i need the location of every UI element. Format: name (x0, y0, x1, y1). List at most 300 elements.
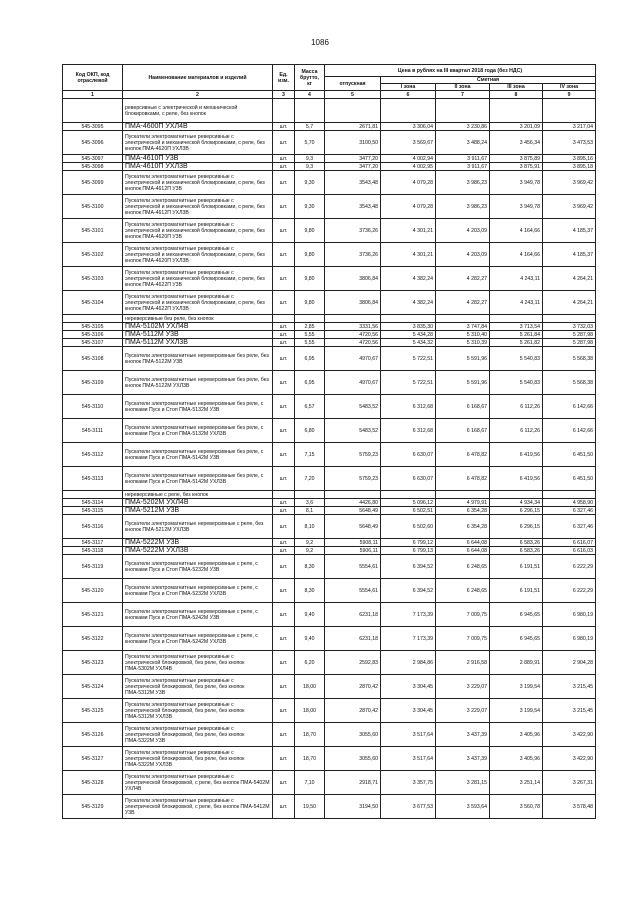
header-zone-1: I зона (381, 84, 436, 91)
table-row (63, 267, 596, 291)
zone-2-price: 7 009,75 (436, 627, 490, 651)
table-row (63, 131, 596, 155)
release-price: 3736,26 (325, 219, 381, 243)
item-code: 545-3112 (63, 443, 123, 467)
item-mass: 5,55 (295, 339, 325, 347)
zone-2-price: 3 911,67 (436, 163, 490, 171)
zone-3-price: 6 583,26 (490, 547, 543, 555)
empty-cell (381, 99, 436, 123)
zone-1-price: 2 984,86 (381, 651, 436, 675)
item-unit: шт. (273, 443, 295, 467)
zone-3-price: 3 405,96 (490, 723, 543, 747)
table-body (63, 99, 596, 819)
release-price: 3806,84 (325, 291, 381, 315)
item-name: Пускатели электромагнитные реверсивные с электрической и механической блокировками, с реле, без кнопок ПМА-4622П У3В (123, 267, 273, 291)
item-unit: шт. (273, 627, 295, 651)
item-unit: шт. (273, 515, 295, 539)
section-note-row (63, 99, 596, 123)
item-mass: 5,7 (295, 123, 325, 131)
item-code: 545-3095 (63, 123, 123, 131)
item-unit: шт. (273, 651, 295, 675)
header-name: Наименование материалов и изделий (123, 65, 273, 91)
release-price: 5554,61 (325, 579, 381, 603)
item-code: 545-3101 (63, 219, 123, 243)
item-unit: шт. (273, 771, 295, 795)
section-note: нереверсивные с реле, без кнопок (123, 491, 273, 499)
item-unit: шт. (273, 347, 295, 371)
item-code: 545-3129 (63, 795, 123, 819)
empty-cell (63, 491, 123, 499)
zone-4-price: 4 958,90 (543, 499, 596, 507)
zone-1-price: 6 630,07 (381, 467, 436, 491)
item-mass: 9,80 (295, 243, 325, 267)
zone-2-price: 6 248,65 (436, 579, 490, 603)
item-mass: 18,70 (295, 747, 325, 771)
zone-3-price: 5 540,83 (490, 347, 543, 371)
release-price: 3543,48 (325, 171, 381, 195)
table-row (63, 467, 596, 491)
zone-1-price: 5 096,12 (381, 499, 436, 507)
empty-cell (490, 99, 543, 123)
zone-3-price: 4 934,34 (490, 499, 543, 507)
zone-1-price: 3 517,64 (381, 723, 436, 747)
item-code: 545-3105 (63, 323, 123, 331)
zone-3-price: 6 296,15 (490, 515, 543, 539)
item-mass: 8,30 (295, 555, 325, 579)
item-code: 545-3118 (63, 547, 123, 555)
empty-cell (490, 315, 543, 323)
zone-2-price: 6 354,28 (436, 507, 490, 515)
release-price: 2592,83 (325, 651, 381, 675)
release-price: 3194,50 (325, 795, 381, 819)
release-price: 5759,23 (325, 443, 381, 467)
empty-cell (381, 491, 436, 499)
zone-1-price: 3 835,30 (381, 323, 436, 331)
release-price: 3055,60 (325, 747, 381, 771)
release-price: 6231,18 (325, 603, 381, 627)
item-code: 545-3119 (63, 555, 123, 579)
release-price: 3477,20 (325, 155, 381, 163)
table-row (63, 347, 596, 371)
zone-2-price: 5 310,39 (436, 339, 490, 347)
release-price: 6231,18 (325, 627, 381, 651)
zone-2-price: 4 979,91 (436, 499, 490, 507)
item-mass: 9,40 (295, 603, 325, 627)
item-name: Пускатели электромагнитные реверсивные с электрической и механической блокировками, с реле, без кнопок ПМА-4620П У3В (123, 219, 273, 243)
zone-1-price: 7 173,39 (381, 627, 436, 651)
zone-1-price: 7 173,39 (381, 603, 436, 627)
item-code: 545-3120 (63, 579, 123, 603)
release-price: 4426,80 (325, 499, 381, 507)
item-name: ПМА-4600П УХЛ4В (123, 123, 273, 131)
item-unit: шт. (273, 131, 295, 155)
item-name: Пускатели электромагнитные нереверсивные с реле, без кнопок ПМА-5212М УХЛ3В (123, 515, 273, 539)
item-code: 545-3124 (63, 675, 123, 699)
zone-3-price: 3 199,54 (490, 699, 543, 723)
item-name: Пускатели электромагнитные нереверсивные с реле, с кнопками Пуск и Стоп ПМА-5232М УХЛ3В (123, 579, 273, 603)
zone-2-price: 3 986,23 (436, 195, 490, 219)
section-note: реверсивные с электрической и механической блокировками, с реле, без кнопок (123, 99, 273, 123)
item-mass: 9,80 (295, 267, 325, 291)
item-name: Пускатели электромагнитные реверсивные с электрической блокировкой, без реле, без кнопок ПМА-5312М УХЛ3В (123, 699, 273, 723)
zone-2-price: 4 282,27 (436, 291, 490, 315)
zone-4-price: 5 287,98 (543, 339, 596, 347)
zone-3-price: 3 456,34 (490, 131, 543, 155)
zone-3-price: 3 199,54 (490, 675, 543, 699)
table-row (63, 795, 596, 819)
zone-1-price: 3 569,67 (381, 131, 436, 155)
zone-3-price: 5 261,84 (490, 331, 543, 339)
header-unit: Ед. изм. (273, 65, 295, 91)
item-code: 545-3110 (63, 395, 123, 419)
section-note-row (63, 315, 596, 323)
item-code: 545-3125 (63, 699, 123, 723)
item-name: Пускатели электромагнитные реверсивные с электрической и механической блокировками, с реле, без кнопок ПМА-4620П УХЛ3В (123, 243, 273, 267)
release-price: 3543,48 (325, 195, 381, 219)
zone-4-price: 4 185,37 (543, 219, 596, 243)
item-unit: шт. (273, 507, 295, 515)
zone-4-price: 5 568,38 (543, 347, 596, 371)
zone-1-price: 3 517,64 (381, 747, 436, 771)
zone-4-price: 3 895,18 (543, 163, 596, 171)
item-unit: шт. (273, 395, 295, 419)
zone-4-price: 6 327,46 (543, 507, 596, 515)
item-name: Пускатели электромагнитные нереверсивные без реле, с кнопками Пуск и Стоп ПМА-5132М У3В (123, 395, 273, 419)
item-unit: шт. (273, 155, 295, 163)
table-row (63, 651, 596, 675)
zone-3-price: 4 164,66 (490, 219, 543, 243)
zone-1-price: 6 394,52 (381, 579, 436, 603)
column-index: 9 (543, 91, 596, 99)
item-code: 545-3123 (63, 651, 123, 675)
header-code: Код ОКП, код отраслевой (63, 65, 123, 91)
release-price: 4720,56 (325, 331, 381, 339)
item-unit: шт. (273, 339, 295, 347)
item-unit: шт. (273, 243, 295, 267)
item-mass: 2,85 (295, 323, 325, 331)
item-name: Пускатели электромагнитные реверсивные с электрической и механической блокировками, с реле, без кнопок ПМА-4612П У3В (123, 171, 273, 195)
item-name: Пускатели электромагнитные реверсивные с электрической и механической блокировками, с реле, без кнопок ПМА-4612П УХЛ3В (123, 195, 273, 219)
item-mass: 8,1 (295, 507, 325, 515)
table-row (63, 515, 596, 539)
zone-4-price: 4 185,37 (543, 243, 596, 267)
zone-1-price: 4 002,95 (381, 163, 436, 171)
item-unit: шт. (273, 419, 295, 443)
zone-2-price: 3 488,24 (436, 131, 490, 155)
column-index: 4 (295, 91, 325, 99)
table-row (63, 499, 596, 507)
release-price: 3806,84 (325, 267, 381, 291)
zone-3-price: 3 713,54 (490, 323, 543, 331)
table-row (63, 507, 596, 515)
item-unit: шт. (273, 547, 295, 555)
release-price: 2671,81 (325, 123, 381, 131)
zone-4-price: 3 578,48 (543, 795, 596, 819)
zone-2-price: 3 911,67 (436, 155, 490, 163)
empty-cell (381, 315, 436, 323)
item-code: 545-3117 (63, 539, 123, 547)
page-number: 1086 (311, 38, 329, 47)
zone-1-price: 3 306,04 (381, 123, 436, 131)
item-code: 545-3097 (63, 155, 123, 163)
zone-2-price: 5 591,96 (436, 371, 490, 395)
column-index: 7 (436, 91, 490, 99)
item-unit: шт. (273, 331, 295, 339)
item-name: Пускатели электромагнитные реверсивные с электрической блокировкой, без реле, без кнопок ПМА-5302М УХЛ4В (123, 651, 273, 675)
zone-3-price: 5 540,83 (490, 371, 543, 395)
zone-4-price: 6 616,07 (543, 539, 596, 547)
item-name: Пускатели электромагнитные нереверсивные без реле, с кнопками Пуск и Стоп ПМА-5142М УХЛ3В (123, 467, 273, 491)
item-unit: шт. (273, 267, 295, 291)
item-code: 545-3122 (63, 627, 123, 651)
zone-2-price: 3 229,07 (436, 675, 490, 699)
item-mass: 19,50 (295, 795, 325, 819)
item-name: Пускатели электромагнитные реверсивные с электрической блокировкой, с реле, без кнопок ПМА-5402М УХЛ4В (123, 771, 273, 795)
item-unit: шт. (273, 195, 295, 219)
zone-4-price: 3 422,90 (543, 747, 596, 771)
item-mass: 9,30 (295, 195, 325, 219)
empty-cell (325, 315, 381, 323)
item-unit: шт. (273, 323, 295, 331)
column-index: 5 (325, 91, 381, 99)
zone-3-price: 3 560,78 (490, 795, 543, 819)
item-unit: шт. (273, 699, 295, 723)
table-row (63, 323, 596, 331)
item-mass: 9,3 (295, 155, 325, 163)
empty-cell (436, 315, 490, 323)
table-row (63, 555, 596, 579)
empty-cell (273, 99, 295, 123)
zone-1-price: 3 304,45 (381, 699, 436, 723)
zone-3-price: 3 949,78 (490, 195, 543, 219)
column-index: 6 (381, 91, 436, 99)
zone-4-price: 3 422,90 (543, 723, 596, 747)
release-price: 5483,52 (325, 419, 381, 443)
zone-1-price: 5 722,51 (381, 347, 436, 371)
table-row (63, 603, 596, 627)
item-name: ПМА-5222М У3В (123, 539, 273, 547)
release-price: 2870,42 (325, 675, 381, 699)
zone-2-price: 3 281,15 (436, 771, 490, 795)
empty-cell (295, 315, 325, 323)
zone-1-price: 5 722,51 (381, 371, 436, 395)
zone-3-price: 6 112,26 (490, 395, 543, 419)
item-unit: шт. (273, 123, 295, 131)
item-name: ПМА-5112М УХЛ3В (123, 339, 273, 347)
empty-cell (325, 491, 381, 499)
zone-3-price: 3 875,89 (490, 155, 543, 163)
zone-4-price: 6 142,66 (543, 419, 596, 443)
item-unit: шт. (273, 555, 295, 579)
item-code: 545-3102 (63, 243, 123, 267)
table-row (63, 723, 596, 747)
zone-3-price: 6 945,65 (490, 603, 543, 627)
release-price: 3477,20 (325, 163, 381, 171)
zone-3-price: 3 405,96 (490, 747, 543, 771)
zone-4-price: 5 287,98 (543, 331, 596, 339)
zone-1-price: 4 382,24 (381, 267, 436, 291)
zone-4-price: 4 264,21 (543, 291, 596, 315)
item-mass: 9,3 (295, 163, 325, 171)
table-row (63, 123, 596, 131)
release-price: 5483,52 (325, 395, 381, 419)
zone-3-price: 6 419,56 (490, 467, 543, 491)
zone-2-price: 6 478,82 (436, 443, 490, 467)
release-price: 3331,56 (325, 323, 381, 331)
zone-1-price: 5 434,32 (381, 339, 436, 347)
empty-cell (543, 99, 596, 123)
empty-cell (543, 315, 596, 323)
table-row (63, 243, 596, 267)
zone-4-price: 3 215,45 (543, 699, 596, 723)
zone-1-price: 6 630,07 (381, 443, 436, 467)
item-code: 545-3108 (63, 347, 123, 371)
item-name: Пускатели электромагнитные реверсивные с электрической и механической блокировками, с реле, без кнопок ПМА-4620П УХЛ3В (123, 131, 273, 155)
empty-cell (543, 491, 596, 499)
item-code: 545-3128 (63, 771, 123, 795)
zone-1-price: 4 301,21 (381, 219, 436, 243)
item-unit: шт. (273, 371, 295, 395)
release-price: 3055,60 (325, 723, 381, 747)
item-name: Пускатели электромагнитные нереверсивные без реле, с кнопками Пуск и Стоп ПМА-5142М У3В (123, 443, 273, 467)
release-price: 2870,42 (325, 699, 381, 723)
zone-1-price: 5 434,28 (381, 331, 436, 339)
release-price: 5554,61 (325, 555, 381, 579)
zone-1-price: 6 502,60 (381, 515, 436, 539)
zone-3-price: 3 875,91 (490, 163, 543, 171)
release-price: 5908,11 (325, 539, 381, 547)
zone-2-price: 5 591,96 (436, 347, 490, 371)
item-name: Пускатели электромагнитные реверсивные с электрической и механической блокировками, с реле, без кнопок ПМА-4622П УХЛ3В (123, 291, 273, 315)
zone-2-price: 6 354,28 (436, 515, 490, 539)
zone-4-price: 6 980,19 (543, 627, 596, 651)
zone-4-price: 6 451,50 (543, 467, 596, 491)
item-mass: 6,20 (295, 651, 325, 675)
zone-2-price: 4 282,27 (436, 267, 490, 291)
zone-4-price: 3 732,03 (543, 323, 596, 331)
item-unit: шт. (273, 467, 295, 491)
zone-1-price: 3 357,75 (381, 771, 436, 795)
empty-cell (63, 315, 123, 323)
zone-2-price: 3 437,39 (436, 747, 490, 771)
zone-2-price: 5 310,40 (436, 331, 490, 339)
item-unit: шт. (273, 579, 295, 603)
zone-1-price: 6 312,68 (381, 419, 436, 443)
item-code: 545-3109 (63, 371, 123, 395)
zone-4-price: 6 222,29 (543, 579, 596, 603)
zone-1-price: 4 079,28 (381, 171, 436, 195)
zone-2-price: 3 593,64 (436, 795, 490, 819)
item-mass: 8,10 (295, 515, 325, 539)
table-row (63, 419, 596, 443)
item-mass: 9,30 (295, 171, 325, 195)
table-row (63, 675, 596, 699)
release-price: 5648,49 (325, 515, 381, 539)
item-unit: шт. (273, 291, 295, 315)
header-zone-2: II зона (436, 84, 490, 91)
table-row (63, 699, 596, 723)
zone-4-price: 3 895,16 (543, 155, 596, 163)
zone-4-price: 6 616,03 (543, 547, 596, 555)
table-row (63, 331, 596, 339)
item-name: Пускатели электромагнитные нереверсивные без реле, с кнопками Пуск и Стоп ПМА-5132М УХЛ3В (123, 419, 273, 443)
item-mass: 6,57 (295, 395, 325, 419)
release-price: 4970,67 (325, 371, 381, 395)
empty-cell (490, 491, 543, 499)
table-row (63, 771, 596, 795)
item-unit: шт. (273, 795, 295, 819)
zone-4-price: 3 969,42 (543, 195, 596, 219)
zone-1-price: 4 002,94 (381, 155, 436, 163)
item-name: ПМА-5102М УХЛ4В (123, 323, 273, 331)
item-mass: 6,95 (295, 347, 325, 371)
zone-2-price: 3 437,39 (436, 723, 490, 747)
item-name: ПМА-4610П У3В (123, 155, 273, 163)
zone-2-price: 3 230,86 (436, 123, 490, 131)
item-unit: шт. (273, 499, 295, 507)
item-code: 545-3100 (63, 195, 123, 219)
item-code: 545-3116 (63, 515, 123, 539)
item-mass: 9,40 (295, 627, 325, 651)
zone-4-price: 3 969,42 (543, 171, 596, 195)
table-row (63, 579, 596, 603)
zone-2-price: 2 916,58 (436, 651, 490, 675)
item-name: ПМА-4610П УХЛ3В (123, 163, 273, 171)
table-row (63, 747, 596, 771)
zone-4-price: 6 142,66 (543, 395, 596, 419)
item-name: Пускатели электромагнитные реверсивные с электрической блокировкой, без реле, без кнопок ПМА-5322М УХЛ3В (123, 747, 273, 771)
zone-3-price: 6 419,56 (490, 443, 543, 467)
zone-2-price: 6 644,08 (436, 547, 490, 555)
section-note-row (63, 491, 596, 499)
zone-1-price: 6 394,52 (381, 555, 436, 579)
item-code: 545-3104 (63, 291, 123, 315)
item-name: ПМА-5222М УХЛ3В (123, 547, 273, 555)
item-code: 545-3111 (63, 419, 123, 443)
table-row (63, 371, 596, 395)
zone-2-price: 3 229,07 (436, 699, 490, 723)
item-mass: 9,2 (295, 539, 325, 547)
table-row (63, 195, 596, 219)
item-mass: 7,20 (295, 467, 325, 491)
zone-4-price: 3 215,45 (543, 675, 596, 699)
item-mass: 8,30 (295, 579, 325, 603)
table-row (63, 171, 596, 195)
release-price: 3100,50 (325, 131, 381, 155)
zone-2-price: 4 203,09 (436, 243, 490, 267)
zone-3-price: 4 243,11 (490, 267, 543, 291)
item-name: ПМА-5202М УХЛ4В (123, 499, 273, 507)
item-mass: 5,70 (295, 131, 325, 155)
empty-cell (295, 99, 325, 123)
item-name: ПМА-5212М У3В (123, 507, 273, 515)
zone-4-price: 4 264,21 (543, 267, 596, 291)
zone-3-price: 3 949,78 (490, 171, 543, 195)
header-mass: Масса брутто, кг (295, 65, 325, 91)
zone-2-price: 6 248,65 (436, 555, 490, 579)
empty-cell (436, 99, 490, 123)
column-index-row (63, 91, 596, 99)
table-row (63, 291, 596, 315)
zone-3-price: 6 191,51 (490, 579, 543, 603)
header-zone-3: III зона (490, 84, 543, 91)
empty-cell (63, 99, 123, 123)
zone-3-price: 4 164,66 (490, 243, 543, 267)
item-unit: шт. (273, 163, 295, 171)
zone-1-price: 6 799,12 (381, 539, 436, 547)
empty-cell (325, 99, 381, 123)
zone-2-price: 4 203,09 (436, 219, 490, 243)
